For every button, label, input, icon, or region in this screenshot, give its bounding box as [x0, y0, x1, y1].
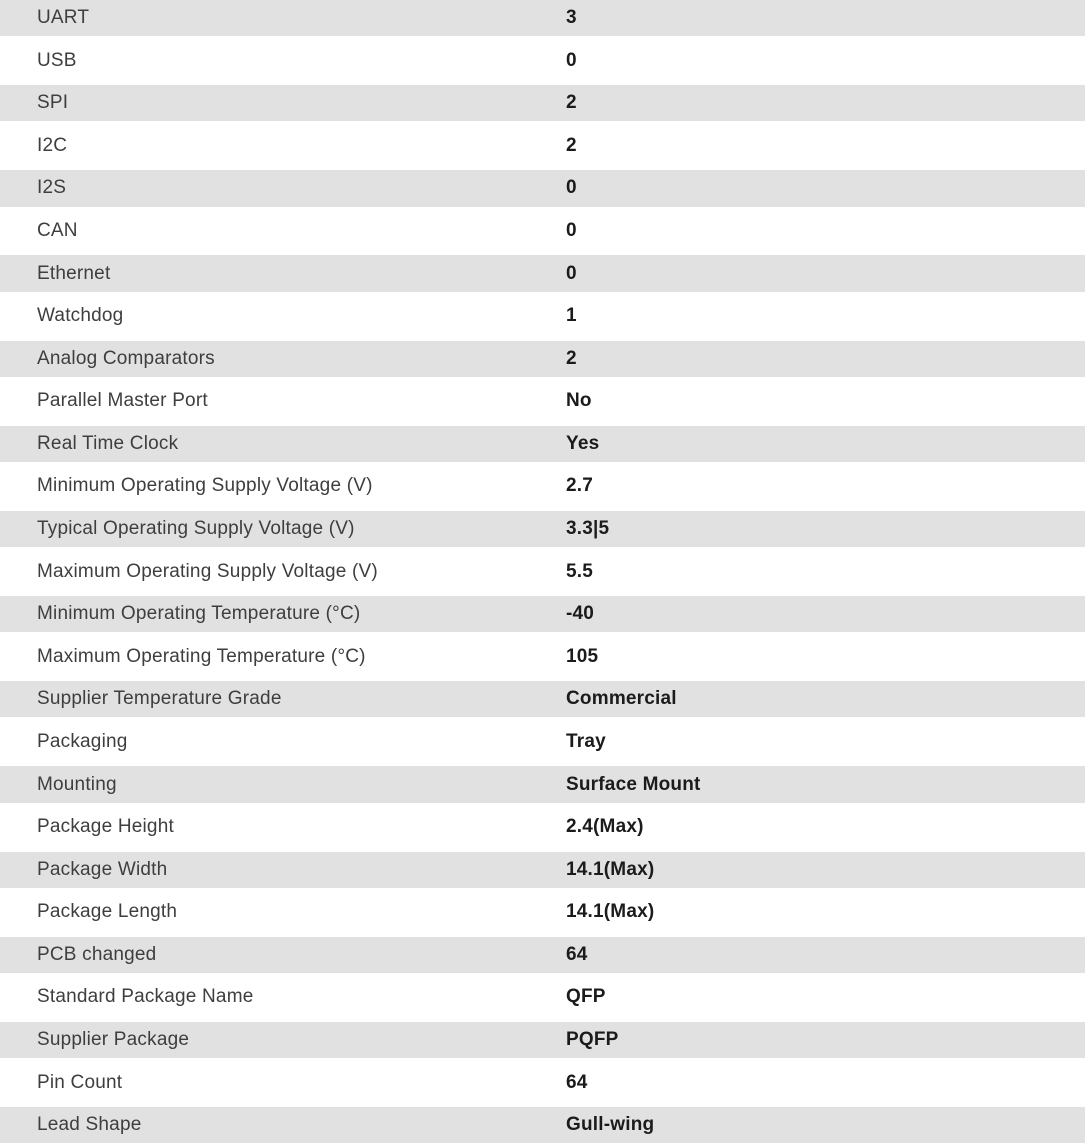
table-row	[0, 255, 1085, 291]
spec-label: Supplier Package	[37, 1028, 190, 1050]
spec-label: Minimum Operating Supply Voltage (V)	[37, 475, 373, 497]
spec-value: QFP	[566, 986, 606, 1008]
spec-label: Typical Operating Supply Voltage (V)	[37, 518, 355, 540]
table-row	[0, 383, 1085, 419]
table-row	[0, 554, 1085, 590]
spec-label: CAN	[37, 219, 78, 241]
spec-value: 105	[566, 645, 599, 667]
spec-label: Standard Package Name	[37, 986, 254, 1008]
table-row	[0, 426, 1085, 462]
spec-label: Ethernet	[37, 262, 111, 284]
table-row	[0, 170, 1085, 206]
spec-value: 0	[566, 177, 577, 199]
spec-label: Package Height	[37, 816, 174, 838]
table-row	[0, 298, 1085, 334]
spec-value: 2.7	[566, 475, 594, 497]
spec-value: Tray	[566, 730, 606, 752]
table-row	[0, 1064, 1085, 1100]
table-row	[0, 766, 1085, 802]
spec-label: Lead Shape	[37, 1114, 142, 1136]
spec-label: Watchdog	[37, 305, 124, 327]
spec-label: Analog Comparators	[37, 347, 215, 369]
spec-label: I2S	[37, 177, 67, 199]
table-row	[0, 128, 1085, 164]
spec-value: 3.3|5	[566, 518, 610, 540]
spec-label: Real Time Clock	[37, 432, 179, 454]
spec-value: 2	[566, 347, 577, 369]
spec-value: 14.1(Max)	[566, 858, 655, 880]
table-row	[0, 681, 1085, 717]
table-row	[0, 937, 1085, 973]
table-row	[0, 1022, 1085, 1058]
table-row	[0, 852, 1085, 888]
spec-label: SPI	[37, 92, 69, 114]
spec-label: USB	[37, 49, 77, 71]
spec-value: Surface Mount	[566, 773, 701, 795]
spec-value: 2	[566, 92, 577, 114]
table-row	[0, 213, 1085, 249]
spec-label: Packaging	[37, 730, 128, 752]
spec-value: 3	[566, 7, 577, 29]
table-row	[0, 639, 1085, 675]
spec-label: UART	[37, 7, 90, 29]
spec-value: No	[566, 390, 592, 412]
table-row	[0, 43, 1085, 79]
spec-value: 0	[566, 49, 577, 71]
table-row	[0, 809, 1085, 845]
table-row	[0, 724, 1085, 760]
spec-label: Package Width	[37, 858, 168, 880]
table-row	[0, 85, 1085, 121]
spec-label: Supplier Temperature Grade	[37, 688, 282, 710]
spec-value: Commercial	[566, 688, 677, 710]
spec-label: Parallel Master Port	[37, 390, 208, 412]
table-row	[0, 596, 1085, 632]
spec-value: Yes	[566, 432, 600, 454]
spec-value: PQFP	[566, 1028, 619, 1050]
table-row	[0, 1107, 1085, 1143]
spec-label: Maximum Operating Temperature (°C)	[37, 645, 366, 667]
spec-label: Package Length	[37, 901, 178, 923]
table-row	[0, 979, 1085, 1015]
spec-value: -40	[566, 603, 595, 625]
spec-value: Gull-wing	[566, 1114, 655, 1136]
spec-value: 2	[566, 134, 577, 156]
table-row	[0, 468, 1085, 504]
spec-value: 2.4(Max)	[566, 816, 644, 838]
spec-label: Minimum Operating Temperature (°C)	[37, 603, 361, 625]
spec-value: 5.5	[566, 560, 594, 582]
spec-label: Maximum Operating Supply Voltage (V)	[37, 560, 378, 582]
table-row	[0, 341, 1085, 377]
spec-value: 1	[566, 305, 577, 327]
spec-value: 14.1(Max)	[566, 901, 655, 923]
spec-value: 64	[566, 943, 588, 965]
spec-label: Mounting	[37, 773, 117, 795]
table-row	[0, 894, 1085, 930]
table-row	[0, 0, 1085, 36]
spec-value: 0	[566, 262, 577, 284]
spec-value: 0	[566, 219, 577, 241]
table-row	[0, 511, 1085, 547]
spec-value: 64	[566, 1071, 588, 1093]
spec-label: Pin Count	[37, 1071, 123, 1093]
spec-label: I2C	[37, 134, 68, 156]
spec-label: PCB changed	[37, 943, 157, 965]
